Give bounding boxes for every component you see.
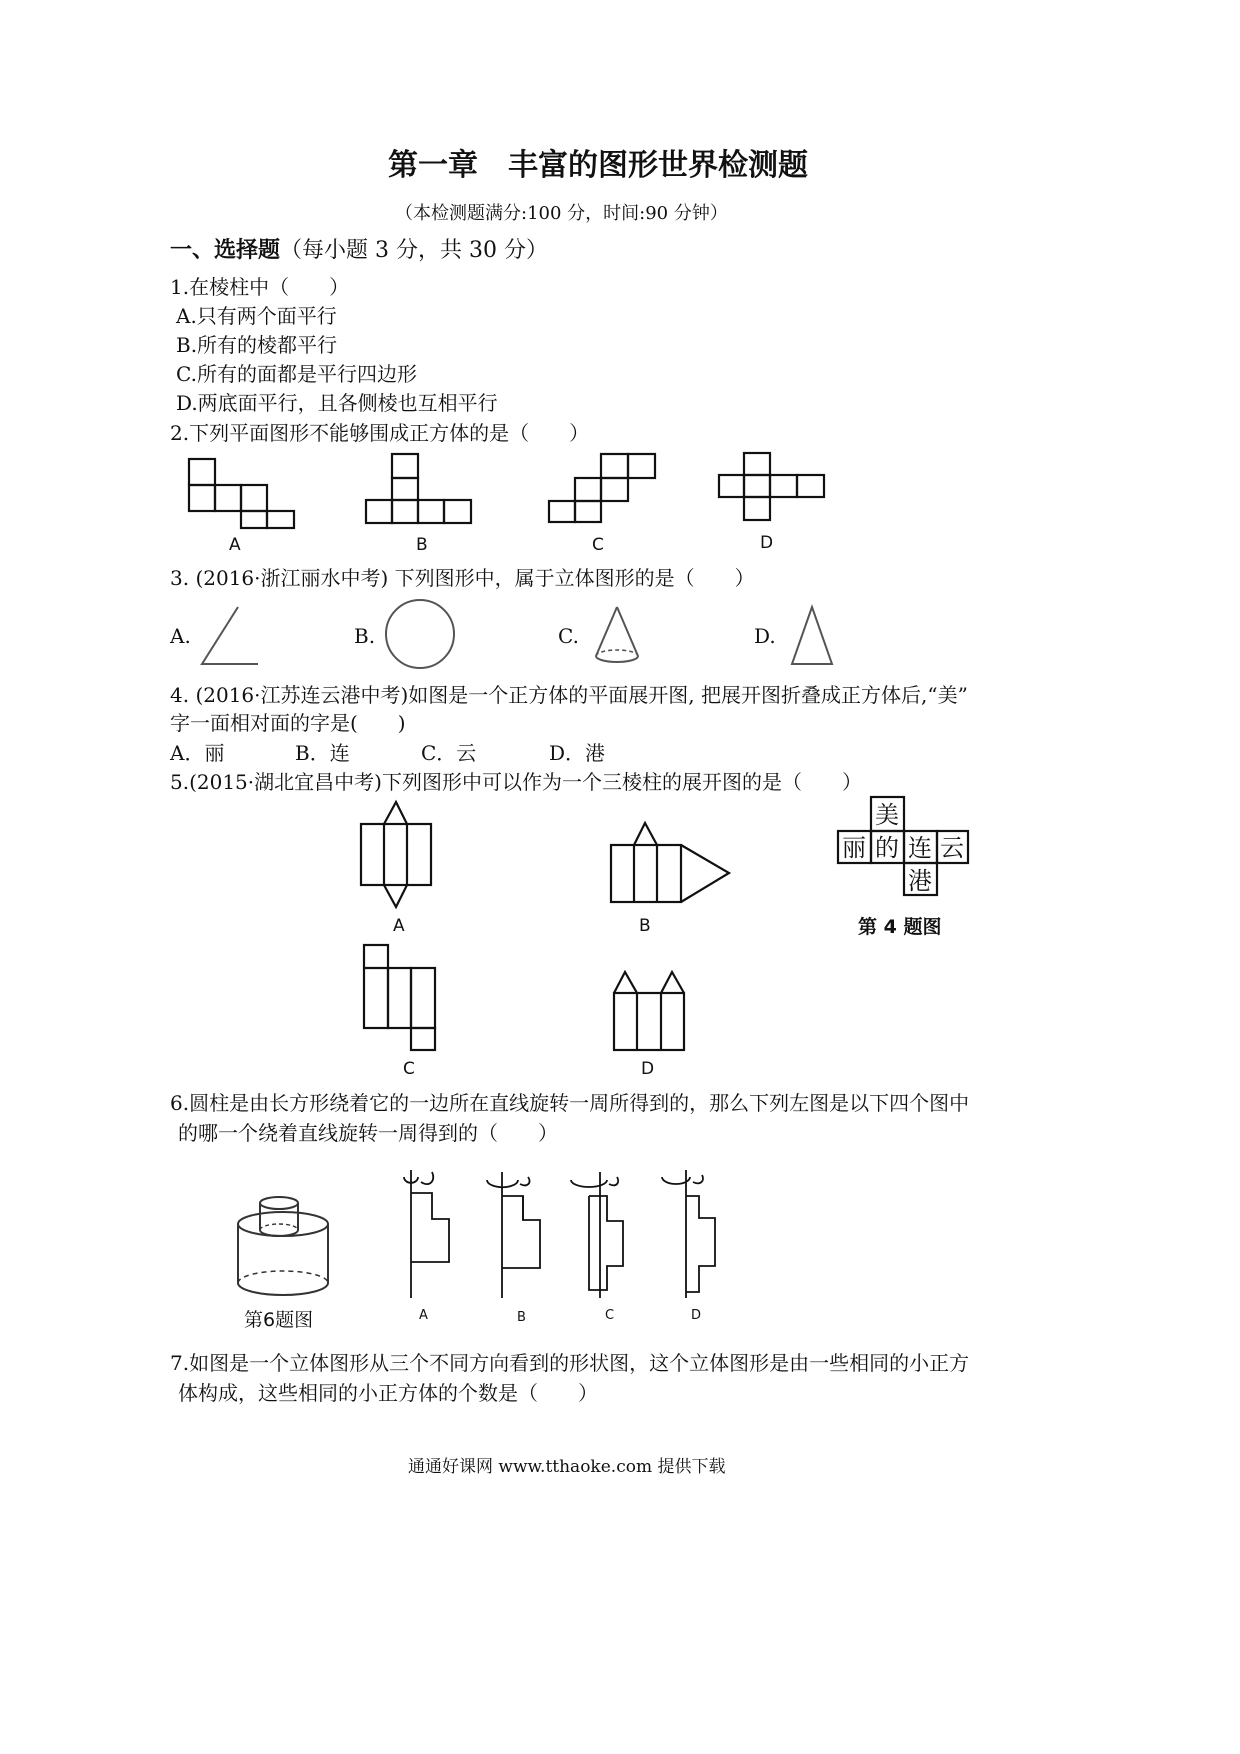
q4-net-char-gang: 港 bbox=[908, 867, 932, 895]
q6-rotation-a bbox=[404, 1170, 449, 1298]
q3-cone-shape bbox=[596, 607, 638, 662]
q3-label-a: A. bbox=[170, 624, 191, 648]
q4-option-d: D．港 bbox=[549, 741, 606, 765]
q4-stem-line1: 4. (2016·江苏连云港中考)如图是一个正方体的平面展开图, 把展开图折叠成正方体后,“美” bbox=[170, 683, 968, 707]
q5-stem: 5.(2015·湖北宜昌中考)下列图形中可以作为一个三棱柱的展开图的是（ ） bbox=[170, 770, 862, 794]
q1-option-a: A.只有两个面平行 bbox=[176, 304, 337, 328]
exam-info: （本检测题满分:100 分，时间:90 分钟） bbox=[395, 203, 728, 224]
q6-rotation-b bbox=[487, 1172, 540, 1298]
q4-option-c: C．云 bbox=[421, 741, 477, 765]
q2-label-c: C bbox=[592, 535, 604, 555]
section-title: 一、选择题 bbox=[170, 237, 281, 263]
q4-option-b: B．连 bbox=[295, 741, 350, 765]
q3-circle-shape bbox=[386, 600, 454, 668]
q2-label-a: A bbox=[229, 535, 241, 555]
q4-figure-caption: 第 4 题图 bbox=[858, 916, 942, 938]
q6-rotation-c bbox=[571, 1172, 623, 1298]
q2-net-c bbox=[549, 454, 655, 522]
q4-stem-line2: 字一面相对面的字是( ) bbox=[170, 711, 406, 735]
q5-label-c: C bbox=[403, 1059, 415, 1079]
q2-net-b bbox=[366, 454, 471, 523]
q7-stem-line2: 体构成，这些相同的小正方体的个数是（ ） bbox=[178, 1381, 598, 1405]
q1-option-b: B.所有的棱都平行 bbox=[176, 333, 338, 357]
q3-triangle-shape bbox=[792, 607, 832, 664]
q2-net-d bbox=[719, 453, 824, 520]
q5-label-b: B bbox=[639, 916, 651, 936]
q2-stem: 2.下列平面图形不能够围成正方体的是（ ） bbox=[170, 421, 590, 445]
q3-label-b: B. bbox=[354, 624, 376, 648]
q4-net-figure bbox=[838, 797, 968, 895]
page-title: 第一章 丰富的图形世界检测题 bbox=[388, 148, 808, 183]
q6-rotation-d bbox=[662, 1170, 715, 1298]
q2-label-d: D bbox=[760, 533, 774, 553]
q6-stem-line2: 的哪一个绕着直线旋转一周得到的（ ） bbox=[178, 1121, 558, 1145]
q7-stem-line1: 7.如图是一个立体图形从三个不同方向看到的形状图，这个立体图形是由一些相同的小正方 bbox=[170, 1351, 970, 1375]
q3-label-c: C. bbox=[558, 624, 579, 648]
q4-net-char-yun: 云 bbox=[940, 834, 964, 862]
q6-label-a: A bbox=[419, 1308, 428, 1323]
page-footer: 通通好课网 www.tthaoke.com 提供下载 bbox=[408, 1457, 726, 1477]
q3-angle-shape bbox=[202, 607, 258, 664]
q6-label-c: C bbox=[605, 1308, 615, 1323]
q5-net-d bbox=[614, 972, 684, 1050]
q5-net-b bbox=[611, 823, 729, 902]
q6-figure-caption: 第6题图 bbox=[244, 1309, 314, 1331]
q4-net-char-mei: 美 bbox=[875, 801, 899, 829]
q4-option-a: A．丽 bbox=[170, 741, 225, 765]
q6-stem-line1: 6.圆柱是由长方形绕着它的一边所在直线旋转一周所得到的，那么下列左图是以下四个图中 bbox=[170, 1091, 970, 1115]
q1-stem: 1.在棱柱中（ ） bbox=[170, 275, 350, 299]
q6-label-b: B bbox=[517, 1310, 526, 1325]
q1-option-c: C.所有的面都是平行四边形 bbox=[176, 362, 417, 386]
q6-label-d: D bbox=[691, 1308, 702, 1323]
q5-net-c bbox=[364, 945, 435, 1050]
q4-net-char-lian: 连 bbox=[908, 834, 932, 862]
q5-label-a: A bbox=[393, 916, 405, 936]
q1-option-d: D.两底面平行，且各侧棱也互相平行 bbox=[176, 391, 498, 415]
q3-label-d: D. bbox=[754, 624, 776, 648]
q2-label-b: B bbox=[416, 535, 428, 555]
q2-net-a bbox=[189, 459, 294, 528]
q4-net-char-li: 丽 bbox=[842, 834, 866, 862]
q5-net-a bbox=[361, 802, 431, 907]
q3-stem: 3. (2016·浙江丽水中考) 下列图形中，属于立体图形的是（ ） bbox=[170, 566, 755, 590]
q4-net-char-de: 的 bbox=[875, 834, 899, 862]
q5-label-d: D bbox=[641, 1059, 655, 1079]
q6-stacked-cylinders bbox=[238, 1197, 328, 1295]
section-note: （每小题 3 分，共 30 分） bbox=[280, 238, 548, 263]
